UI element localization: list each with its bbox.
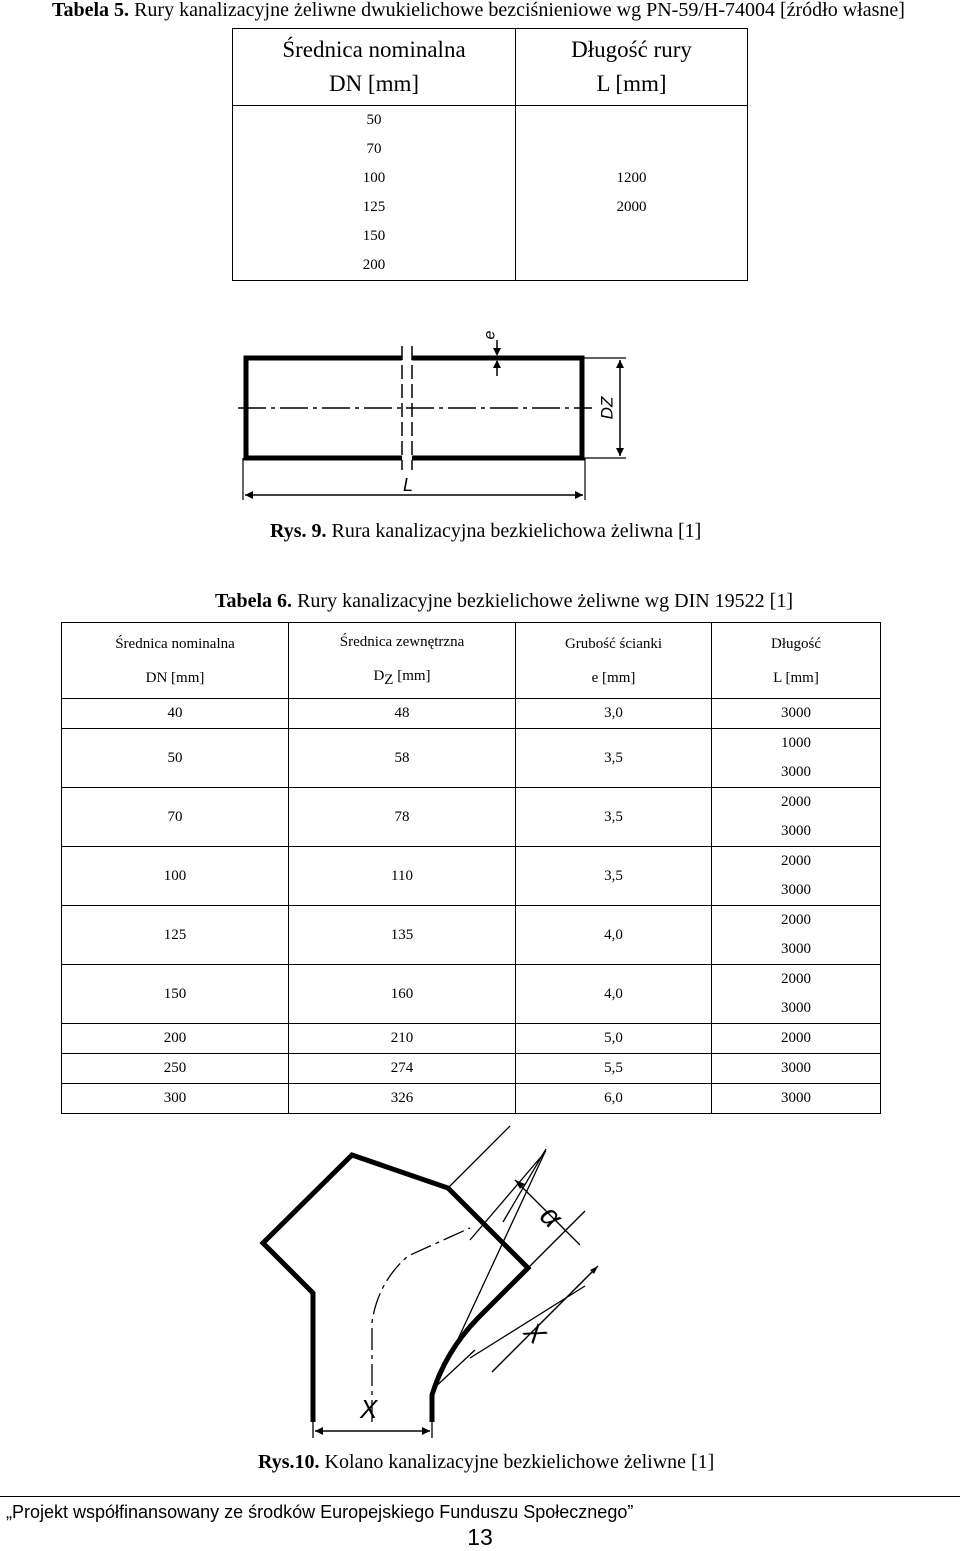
table6-cell-e: 6,0 [516,1084,712,1114]
table6-l-value: 3000 [781,1090,811,1106]
table6-cell-dz: 48 [289,699,516,729]
table6-header-line1: Grubość ścianki [564,635,663,652]
table6-cell-dn: 40 [62,699,289,729]
dim-label-x-bottom: X [360,1394,378,1424]
table5-header-l-line2: L [mm] [596,71,667,96]
table6-cell-e: 3,5 [516,847,712,906]
table6-header-line2: e [mm] [591,669,636,686]
table6-l-value: 2000 [781,1030,811,1046]
table6-cell-dz: 135 [289,906,516,965]
table6-header-line1: Długość [771,635,821,652]
table6-l-value: 3000 [781,882,811,898]
table6-cell-e: 5,5 [516,1054,712,1084]
table6-l-value: 3000 [781,941,811,957]
table6-l-value: 2000 [781,971,811,987]
table5-header-l-line1: Długość rury [571,37,692,62]
dim-label-l: L [403,475,414,495]
table5-dn-value: 150 [362,228,386,244]
table6-cell-dz: 78 [289,788,516,847]
dz-symbol: D [373,667,385,684]
dz-unit: [mm] [393,667,431,684]
table5-header-dn-line2: DN [mm] [328,71,420,96]
table6-cell-e: 3,0 [516,699,712,729]
dim-label-x-diagonal: X [518,1316,552,1350]
dim-label-alpha: α [533,1198,569,1235]
table6-cell-e: 5,0 [516,1024,712,1054]
table6-label: Tabela 6. [215,590,293,612]
table6-l-value: 2000 [781,912,811,928]
table6-cell-dz: 110 [289,847,516,906]
table5-dn-value: 50 [366,112,382,128]
table6-header-line2: L [mm] [773,669,819,686]
table5-dn-value: 200 [362,257,386,273]
figure10-label: Rys.10. [258,1451,320,1473]
table5-dn-value: 125 [362,199,386,215]
table6-cell-dz: 210 [289,1024,516,1054]
dim-label-dz: DZ [597,396,617,420]
figure10-caption [258,1451,714,1474]
table6-cell-dn: 50 [62,729,289,788]
figure9-label: Rys. 9. [270,520,327,542]
table6-cell-e: 3,5 [516,729,712,788]
table6-l-value: 3000 [781,1060,811,1076]
table5-title: Rury kanalizacyjne żeliwne dwukielichowe bezciśnieniowe wg PN-59/H-74004 [źródło własne] [129,0,905,21]
dz-subscript: Z [384,671,394,688]
table6-cell-dn: 125 [62,906,289,965]
table6-cell-dn: 150 [62,965,289,1024]
table5-dn-value: 100 [362,170,386,186]
table6-cell-dn: 200 [62,1024,289,1054]
table5-header-dn-line1: Średnica nominalna [282,37,466,62]
table6-l-value: 3000 [781,823,811,839]
table6-l-value: 3000 [781,705,811,721]
table6-l-value: 3000 [781,764,811,780]
table6-header-line2: DN [mm] [145,669,205,686]
table5-l-value: 2000 [616,199,647,215]
figure9-title: Rura kanalizacyjna bezkielichowa żeliwna [1] [326,520,702,542]
table6-cell-dz: 160 [289,965,516,1024]
table6-cell-dn: 250 [62,1054,289,1084]
table6-header-line1: Średnica zewnętrzna [339,633,465,650]
table6-title: Rury kanalizacyjne bezkielichowe żeliwne wg DIN 19522 [1] [292,590,793,612]
footer-text: „Projekt współfinansowany ze środków Europejskiego Funduszu Społecznego” [6,1502,634,1522]
dim-label-e: e [481,330,499,340]
table6-l-value: 1000 [781,735,811,751]
table6-cell-dz: 274 [289,1054,516,1084]
table6-cell-e: 3,5 [516,788,712,847]
elbow-outline [263,1155,528,1422]
table6-l-value: 3000 [781,1000,811,1016]
figure10-title: Kolano kanalizacyjne bezkielichowe żeliwne [1] [319,1451,715,1473]
table5-label: Tabela 5. [52,0,130,21]
table6-cell-dz: 58 [289,729,516,788]
table6-cell-dn: 100 [62,847,289,906]
table5-dn-value: 70 [366,141,382,157]
table6-l-value: 2000 [781,794,811,810]
table6-header-line1: Średnica nominalna [115,635,235,652]
footer-divider [0,1496,960,1497]
table6-cell-e: 4,0 [516,965,712,1024]
table6-l-value: 2000 [781,853,811,869]
page-number: 13 [467,1524,493,1550]
table6-cell-dn: 300 [62,1084,289,1114]
table6-cell-dn: 70 [62,788,289,847]
table6-cell-dz: 326 [289,1084,516,1114]
table5-l-value: 1200 [616,170,647,186]
table6-cell-e: 4,0 [516,906,712,965]
